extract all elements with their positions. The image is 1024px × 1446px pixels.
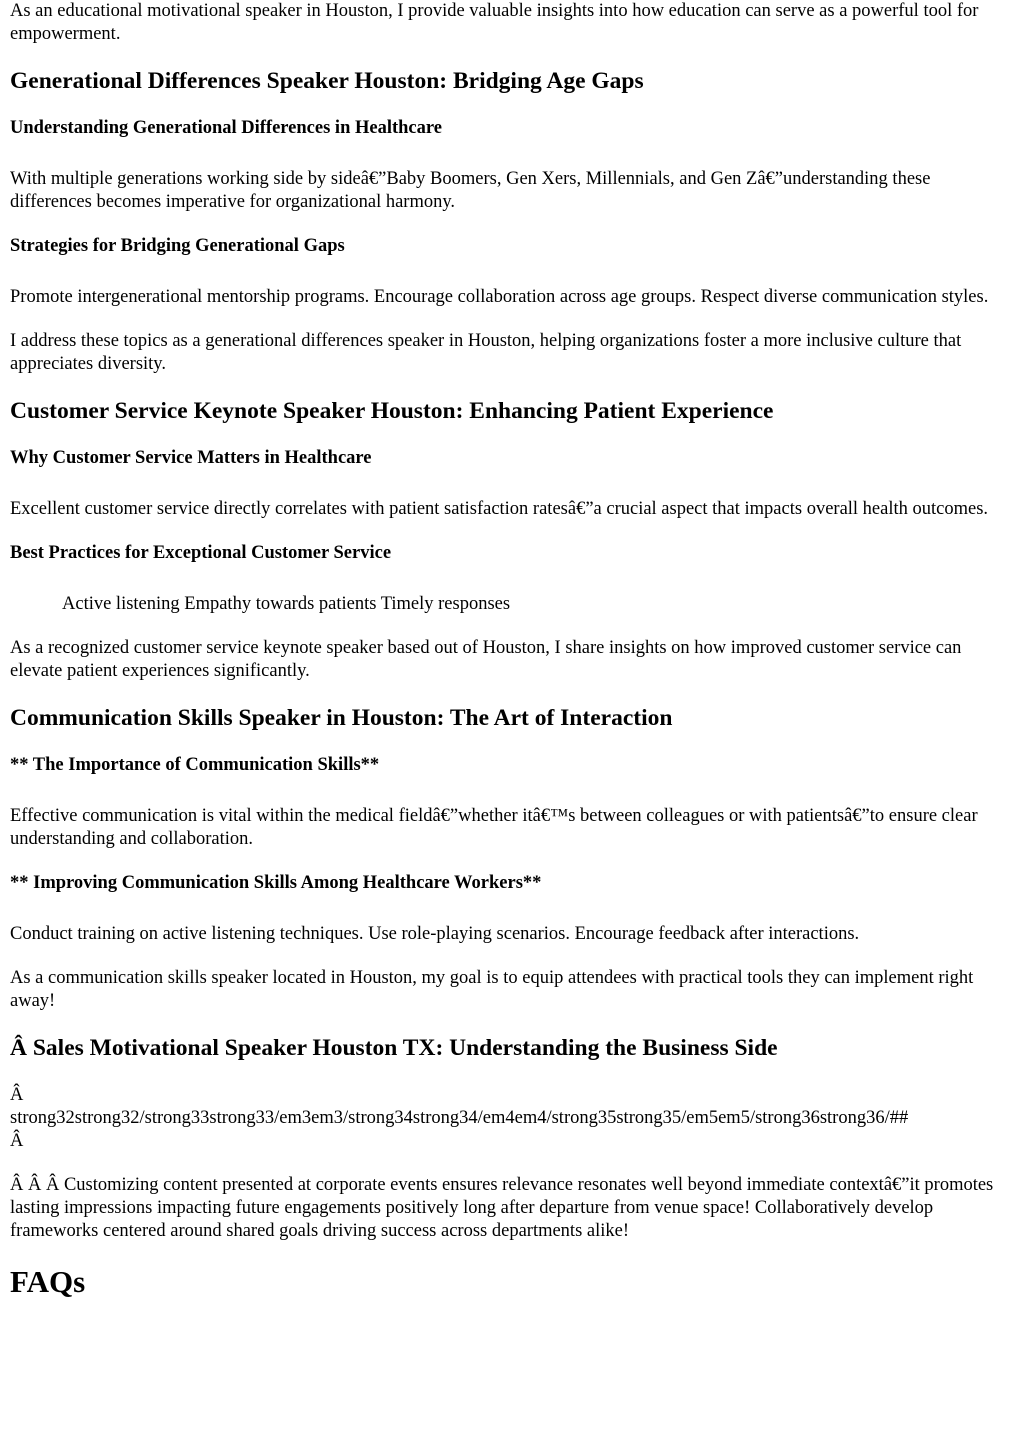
generational-paragraph-1: With multiple generations working side by sideâ€”Baby Boomers, Gen Xers, Millennials, and Gen Zâ€”understanding these differences becomes imperative for organizational harmony.	[10, 169, 931, 212]
generational-heading: Generational Differences Speaker Houston: Bridging Age Gaps	[10, 68, 644, 94]
communication-paragraph-2: Conduct training on active listening techniques. Use role-playing scenarios. Encourage feedback after interactions.	[10, 924, 860, 944]
sales-paragraph-1: Â Â Â Customizing content presented at corporate events ensures relevance resonates well beyond immediate contextâ€”it promotes lasting impressions impacting future engagements positively long after departure from venue space! Collaboratively develop frameworks centered around shared goals driving success across departments alike!	[10, 1175, 994, 1241]
generational-subheading-strategies: Strategies for Bridging Generational Gaps	[10, 236, 345, 256]
sales-heading: Â Sales Motivational Speaker Houston TX: Understanding the Business Side	[10, 1035, 778, 1061]
customer-service-heading: Customer Service Keynote Speaker Houston: Enhancing Patient Experience	[10, 398, 774, 424]
generational-paragraph-3: I address these topics as a generational differences speaker in Houston, helping organizations foster a more inclusive culture that appreciates diversity.	[10, 331, 962, 374]
communication-paragraph-3: As a communication skills speaker located in Houston, my goal is to equip attendees with practical tools they can implement right away!	[10, 968, 974, 1011]
sales-garbled-block	[10, 1084, 1014, 1153]
customer-service-subheading-best-practices: Best Practices for Exceptional Customer Service	[10, 543, 392, 563]
customer-service-subheading-why: Why Customer Service Matters in Healthcare	[10, 448, 372, 468]
sales-garbled-line-1: Â	[10, 1085, 24, 1105]
faqs-heading: FAQs	[10, 1264, 86, 1299]
sales-garbled-line-2: strong32strong32/strong33strong33/em3em3/strong34strong34/em4em4/strong35strong35/em5em5/strong36strong36/##	[10, 1108, 909, 1128]
customer-service-paragraph-2: As a recognized customer service keynote speaker based out of Houston, I share insights on how improved customer service can elevate patient experiences significantly.	[10, 638, 962, 681]
generational-subheading-understanding: Understanding Generational Differences in Healthcare	[10, 118, 442, 138]
customer-service-paragraph-1: Excellent customer service directly correlates with patient satisfaction ratesâ€”a crucial aspect that impacts overall health outcomes.	[10, 499, 989, 519]
communication-subheading-importance: ** The Importance of Communication Skills**	[10, 755, 380, 775]
communication-subheading-improving: ** Improving Communication Skills Among Healthcare Workers**	[10, 873, 542, 893]
intro-paragraph: As an educational motivational speaker in Houston, I provide valuable insights into how education can serve as a powerful tool for empowerment.	[10, 1, 979, 44]
sales-garbled-line-3: Â	[10, 1131, 24, 1151]
communication-heading: Communication Skills Speaker in Houston: The Art of Interaction	[10, 705, 673, 731]
generational-paragraph-2: Promote intergenerational mentorship programs. Encourage collaboration across age groups. Respect diverse communication styles.	[10, 287, 989, 307]
communication-paragraph-1: Effective communication is vital within the medical fieldâ€”whether itâ€™s between colleagues or with patientsâ€”to ensure clear understanding and collaboration.	[10, 806, 978, 849]
customer-service-list: Active listening Empathy towards patients Timely responses	[62, 594, 511, 614]
